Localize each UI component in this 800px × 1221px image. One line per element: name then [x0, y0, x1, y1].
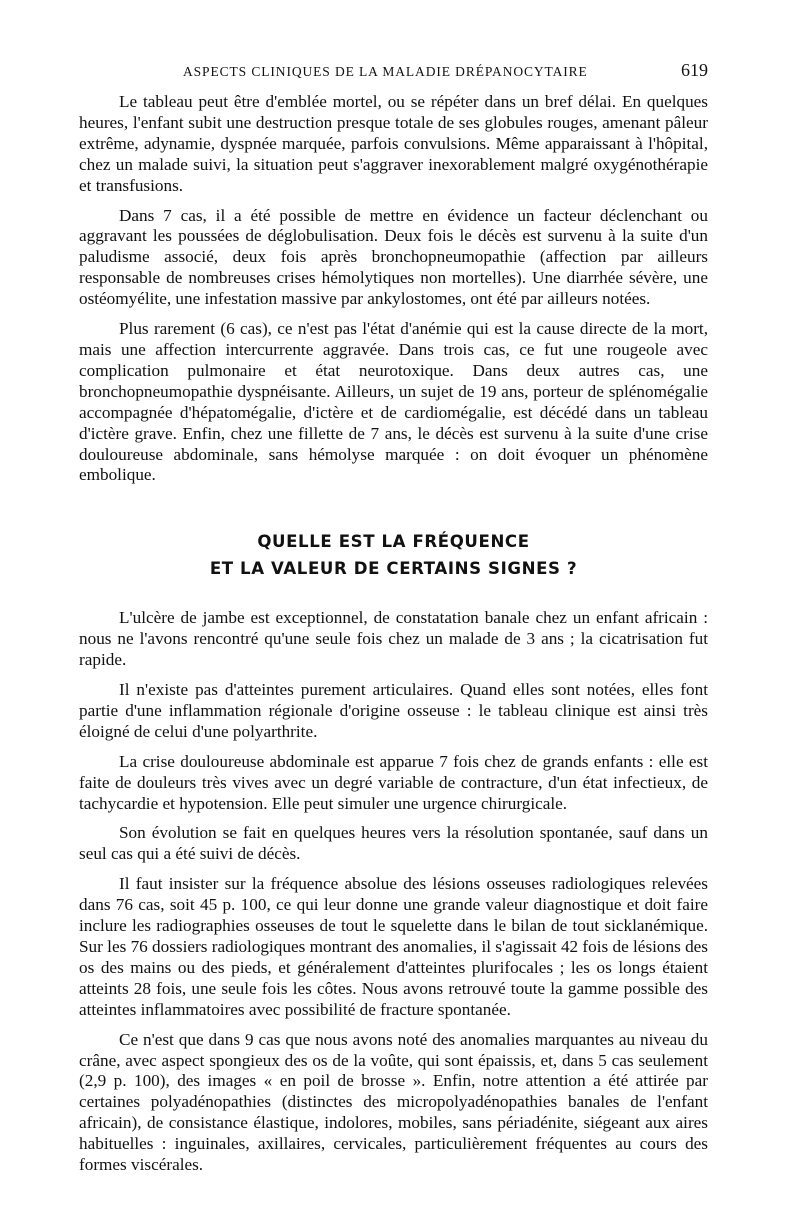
body-text [79, 92, 708, 1185]
paragraph-tableau-mortel: Le tableau peut être d'emblée mortel, ou se répéter dans un bref délai. En quelques heures, l'enfant subit une destruction presque totale de ses globules rouges, amenant pâleur extrême, adynamie, dyspnée marquée, parfois convulsions. Même apparaissant à l'hôpital, chez un malade suivi, la situation peut s'aggraver inexorablement malgré oxygénothérapie et transfusions. [79, 92, 708, 195]
running-header [78, 60, 708, 81]
page-number: 619 [681, 60, 708, 80]
section-heading-line-1: QUELLE EST LA FRÉQUENCE [257, 532, 530, 552]
paragraph-crise-abdominale: La crise douloureuse abdominale est apparue 7 fois chez de grands enfants : elle est faite de douleurs très vives avec un degré variable de contracture, d'un état infectieux, de tachycardie et hypotension. Elle peut simuler une urgence chirurgicale. [79, 751, 708, 813]
paragraph-crane-polyadenopathies: Ce n'est que dans 9 cas que nous avons noté des anomalies marquantes au niveau du crâne, avec aspect spongieux des os de la voûte, qui sont épaissis, et, dans 5 cas seulement (2,9 p. 100), des images « en poil de brosse ». Enfin, notre attention a été attirée par certaines polyadénopathies (distinctes des micropolyadénopathies banales de l'enfant africain), de consistance élastique, indolores, mobiles, sans périadénite, siégeant aux aires habituelles : inguinales, axillaires, cervicales, particulièrement fréquentes au cours des formes viscérales. [79, 1029, 708, 1175]
paragraph-ulcere-jambe: L'ulcère de jambe est exceptionnel, de constatation banale chez un enfant africain : nous ne l'avons rencontré qu'une seule fois chez un malade de 3 ans ; la cicatrisation fut rapide. [79, 608, 708, 670]
section-heading-line-2: ET LA VALEUR DE CERTAINS SIGNES ? [209, 559, 578, 579]
paragraph-facteur-declenchant: Dans 7 cas, il a été possible de mettre en évidence un facteur déclenchant ou aggravant les poussées de déglobulisation. Deux fois le décès est survenu à la suite d'un paludisme associé, deux fois après bronchopneumopathie (affection par ailleurs responsable de nombreuses crises hémolytiques non mortelles). Une diarrhée sévère, une ostéomyélite, une infestation massive par ankylostomes, ont été par ailleurs notées. [79, 205, 708, 309]
paragraph-atteintes-articulaires: Il n'existe pas d'atteintes purement articulaires. Quand elles sont notées, elles font partie d'une inflammation régionale d'origine osseuse : le tableau clinique est ainsi très éloigné de celui d'une polyarthrite. [79, 680, 708, 741]
paragraph-lesions-osseuses: Il faut insister sur la fréquence absolue des lésions osseuses radiologiques relevées dans 76 cas, soit 45 p. 100, ce qui leur donne une grande valeur diagnostique et doit faire inclure les radiographies osseuses de tout le squelette dans le bilan de tout sicklanémique. Sur les 76 dossiers radiologiques montrant des anomalies, il s'agissait 42 fois de lésions des os des mains ou des pieds, et généralement d'atteintes plurifocales ; les os longs étaient atteints 28 fois, une seule fois les côtes. Nous avons retrouvé toute la gamme possible des atteintes inflammatoires avec possibilité de fracture spontanée. [79, 874, 708, 1019]
paragraph-affection-intercurrente: Plus rarement (6 cas), ce n'est pas l'état d'anémie qui est la cause directe de la mort, mais une affection intercurrente aggravée. Dans trois cas, ce fut une rougeole avec complication pulmonaire et état neurotoxique. Dans deux autres cas, une bronchopneumopathie dyspnéisante. Ailleurs, un sujet de 19 ans, porteur de splénomégalie accompagnée d'hépatomégalie, d'ictère et de cardiomégalie, est décédé dans un tableau d'ictère grave. Enfin, chez une fillette de 7 ans, le décès est survenu à la suite d'une crise douloureuse abdominale, sans hémolyse marquée : on doit évoquer un phénomène embolique. [79, 319, 708, 485]
running-title: ASPECTS CLINIQUES DE LA MALADIE DRÉPANOCYTAIRE [183, 64, 588, 79]
section-heading [79, 528, 708, 582]
paragraph-evolution: Son évolution se fait en quelques heures vers la résolution spontanée, sauf dans un seul cas qui a été suivi de décès. [79, 823, 708, 864]
